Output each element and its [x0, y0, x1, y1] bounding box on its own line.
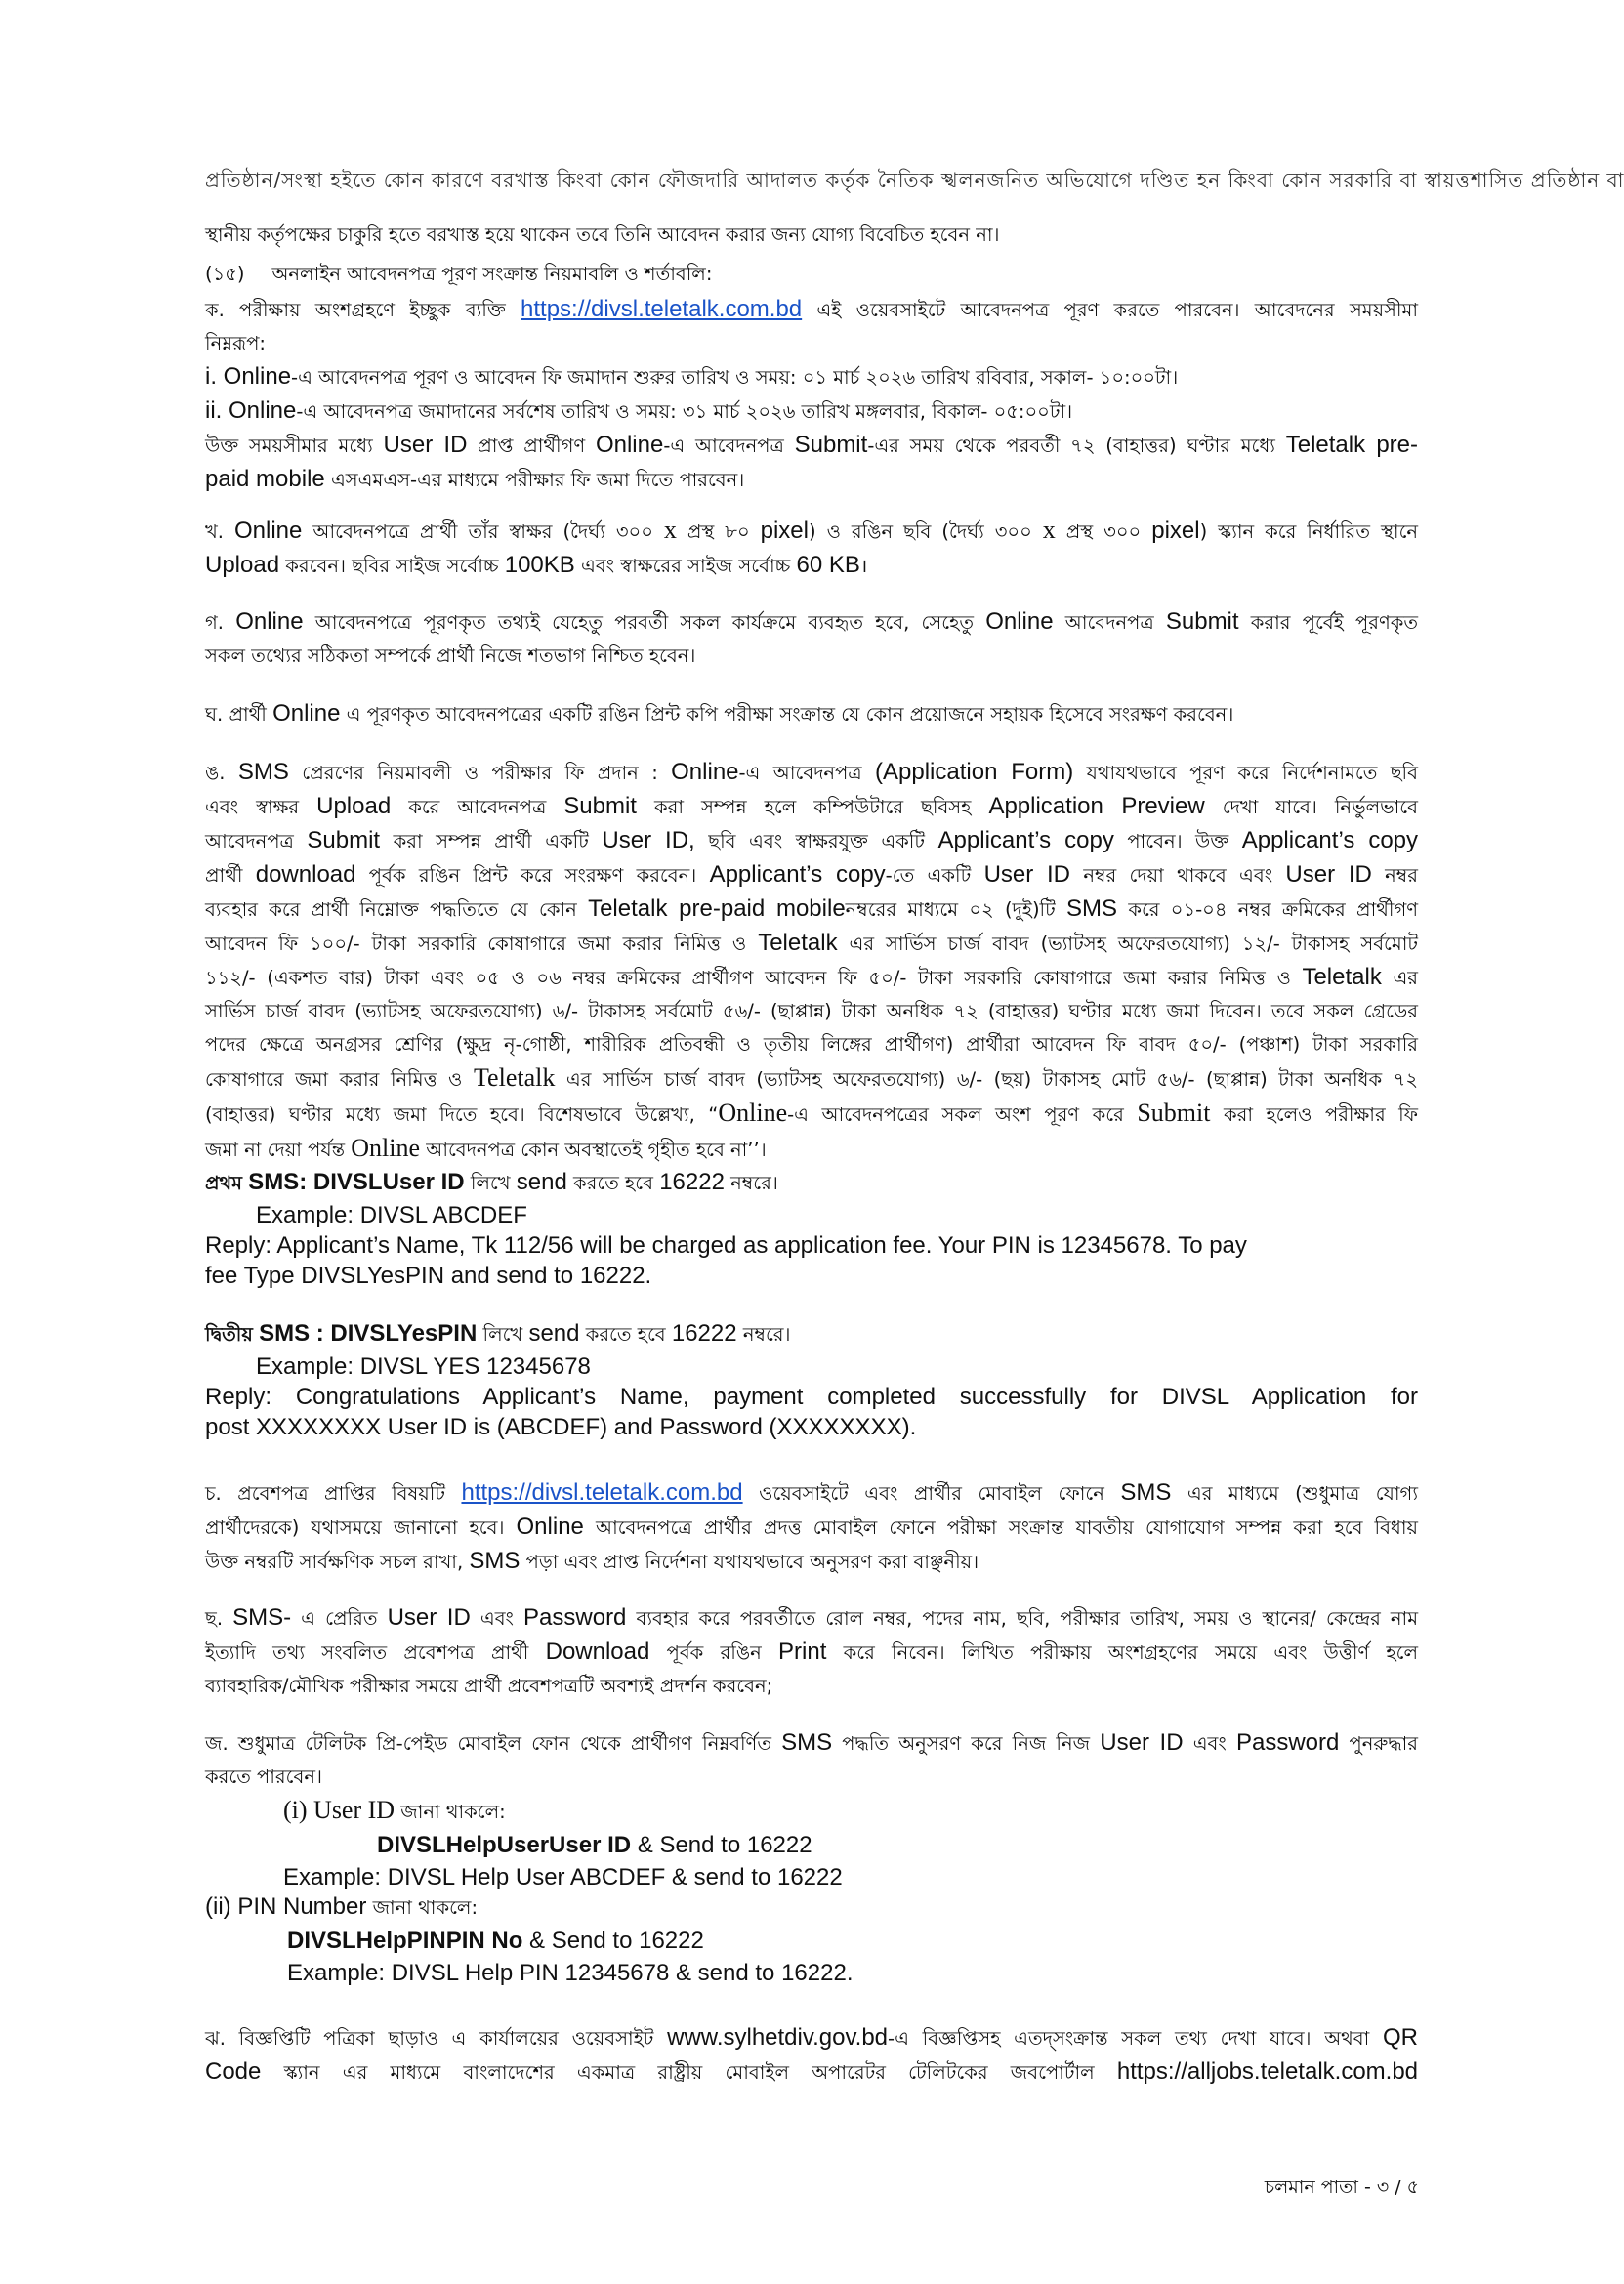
sms-instruction-2: দ্বিতীয় SMS : DIVSLYesPIN লিখে send করতে হবে 16222 নম্বরে। Example: DIVSL YES 12345678 Reply: Congratulations Applicant’s Name, payment completed successfully for DIVSL Application for post XXXXXXXX User ID is (ABCDEF) and Password (XXXXXXXX). [205, 1320, 1418, 1440]
sms2-example: Example: DIVSL YES 12345678 [256, 1353, 591, 1380]
cut-off-line: প্রতিষ্ঠান/সংস্থা হইতে কোন কারণে বরখাস্ত কিংবা কোন ফৌজদারি আদালত কর্তৃক নৈতিক স্খলনজনিত অভিযোগে দণ্ডিত হন কিংবা কোন সরকারি বা স্বায়ত্তশাসিত প্রতিষ্ঠান বা [205, 168, 1624, 191]
para-uma: ঙ. SMS প্রেরণের নিয়মাবলী ও পরীক্ষার ফি প্রদান : Online-এ আবেদনপত্র (Application Form) যথাযথভাবে পূরণ করে নির্দেশনামতে ছবি এবং স্বাক্ষর Upload করে আবেদনপত্র Submit করা সম্পন্ন হলে কম্পিউটারে ছবিসহ Application Preview দেখা যাবে। নির্ভুলভাবে আবেদনপত্র Submit করা সম্পন্ন প্রার্থী একটি User ID, ছবি এবং স্বাক্ষরযুক্ত একটি Applicant’s copy পাবেন। উক্ত Applicant’s copy প্রার্থী download পূর্বক রঙিন প্রিন্ট করে সংরক্ষণ করবেন। Applicant’s copy-তে একটি User ID নম্বর দেয়া থাকবে এবং User ID নম্বর ব্যবহার করে প্রার্থী নিম্নোক্ত পদ্ধতিতে যে কোন Teletalk pre-paid mobileনম্বরের মাধ্যমে ০২ (দুই)টি SMS করে ০১-০৪ নম্বর ক্রমিকের প্রার্থীগণ আবেদন ফি ১০০/- টাকা সরকারি কোষাগারে জমা করার নিমিত্ত ও Teletalk এর সার্ভিস চার্জ বাবদ (ভ্যাটসহ অফেরতযোগ্য) ১২/- টাকাসহ সর্বমোট ১১২/- (একশত বার) টাকা এবং ০৫ ও ০৬ নম্বর ক্রমিকের প্রার্থীগণ আবেদন ফি ৫০/- টাকা সরকারি কোষাগারে জমা করার নিমিত্ত ও Teletalk এর সার্ভিস চার্জ বাবদ (ভ্যাটসহ অফেরতযোগ্য) ৬/- টাকাসহ সর্বমোট ৫৬/- (ছাপ্পান্ন) টাকা অনধিক ৭২ (বাহাত্তর) ঘণ্টার মধ্যে জমা দিবেন। তবে সকল গ্রেডের পদের ক্ষেত্রে অনগ্রসর শ্রেণির (ক্ষুদ্র নৃ-গোষ্ঠী, শারীরিক প্রতিবন্ধী ও তৃতীয় লিঙ্গের প্রার্থীগণ) প্রার্থীরা আবেদন ফি বাবদ ৫০/- (পঞ্চাশ) টাকা সরকারি কোষাগারে জমা করার নিমিত্ত ও Teletalk এর সার্ভিস চার্জ বাবদ (ভ্যাটসহ অফেরতযোগ্য) ৬/- (ছয়) টাকাসহ মোট ৫৬/- (ছাপ্পান্ন) টাকা অনধিক ৭২ (বাহাত্তর) ঘণ্টার মধ্যে জমা দিতে হবে। বিশেষভাবে উল্লেখ্য, “Online-এ আবেদনপত্রের সকল অংশ পূরণ করে Submit করা হলেও পরীক্ষার ফি জমা না দেয়া পর্যন্ত Online আবেদনপত্র কোন অবস্থাতেই গৃহীত হবে না’’। [205, 759, 1419, 1162]
intro-paragraph: স্থানীয় কর্তৃপক্ষের চাকুরি হতে বরখাস্ত হয়ে থাকেন তবে তিনি আবেদন করার জন্য যোগ্য বিবেচিত হবেন না। [205, 224, 1000, 246]
para-ga: গ. Online আবেদনপত্রে পূরণকৃত তথ্যই যেহেতু পরবর্তী সকল কার্যক্রমে ব্যবহৃত হবে, সেহেতু Online আবেদনপত্র Submit করার পূর্বেই পূরণকৃত সকল তথ্যের সঠিকতা সম্পর্কে প্রার্থী নিজে শতভাগ নিশ্চিত হবেন। [205, 608, 1419, 667]
para-jha: ঝ. বিজ্ঞপ্তিটি পত্রিকা ছাড়াও এ কার্যালয়ের ওয়েবসাইট www.sylhetdiv.gov.bd-এ বিজ্ঞপ্তিসহ এতদ্সংক্রান্ত সকল তথ্য দেখা যাবে। অথবা QR Code স্ক্যান এর মাধ্যমে বাংলাদেশের একমাত্র রাষ্ট্রীয় মোবাইল অপারেটর টেলিটকের জবপোর্টাল https://alljobs.teletalk.com.bd [205, 2024, 1419, 2085]
para-ka: ক. পরীক্ষায় অংশগ্রহণে ইচ্ছুক ব্যক্তি https://divsl.teletalk.com.bd এই ওয়েবসাইটে আবেদনপত্র পূরণ করতে পারবেন। আবেদনের সময়সীমা নিম্নরূপ: i. Online-এ আবেদনপত্র পূরণ ও আবেদন ফি জমাদান শুরুর তারিখ ও সময়: ০১ মার্চ ২০২৬ তারিখ রবিবার, সকাল- ১০:০০টা। ii. Online-এ আবেদনপত্র জমাদানের সর্বশেষ তারিখ ও সময়: ৩১ মার্চ ২০২৬ তারিখ মঙ্গলবার, বিকাল- ০৫:০০টা। উক্ত সময়সীমার মধ্যে User ID প্রাপ্ত প্রার্থীগণ Online-এ আবেদনপত্র Submit-এর সময় থেকে পরবর্তী ৭২ (বাহাত্তর) ঘণ্টার মধ্যে Teletalk pre- paid mobile এসএমএস-এর মাধ্যমে পরীক্ষার ফি জমা দিতে পারবেন। [205, 296, 1418, 492]
teletalk-link-2[interactable]: https://divsl.teletalk.com.bd [461, 1479, 743, 1506]
para-ja: জ. শুধুমাত্র টেলিটক প্রি-পেইড মোবাইল ফোন থেকে প্রার্থীগণ নিম্নবর্ণিত SMS পদ্ধতি অনুসরণ করে নিজ নিজ User ID এবং Password পুনরুদ্ধার করতে পারবেন। (i) User ID জানা থাকলে: DIVSLHelpUserUser ID & Send to 16222 Example: DIVSL Help User ABCDEF & send to 16222 [205, 1729, 1419, 1890]
sms-instruction-1: প্রথম SMS: DIVSLUser ID লিখে send করতে হবে 16222 নম্বরে। Example: DIVSL ABCDEF Reply: Applicant’s Name, Tk 112/56 will be charged as application fee. Your PIN is 12345678. To pay fee Type DIVSLYesPIN and send to 16222. [205, 1166, 1418, 1291]
para-chha: ছ. SMS- এ প্রেরিত User ID এবং Password ব্যবহার করে পরবর্তীতে রোল নম্বর, পদের নাম, ছবি, পরীক্ষার তারিখ, সময় ও স্থানের/ কেন্দ্রের নাম ইত্যাদি তথ্য সংবলিত প্রবেশপত্র প্রার্থী Download পূর্বক রঙিন Print করে নিবেন। লিখিত পরীক্ষায় অংশগ্রহণের সময়ে এবং উত্তীর্ণ হলে ব্যাবহারিক/মৌখিক পরীক্ষার সময়ে প্রার্থী প্রবেশপত্রটি অবশ্যই প্রদর্শন করবেন; [205, 1604, 1419, 1697]
sms1-example: Example: DIVSL ABCDEF [256, 1202, 527, 1228]
sms2-reply: Reply: Congratulations Applicant’s Name, payment completed successfully for DIVSL Application for [205, 1384, 1418, 1410]
para-ja-pin: (ii) PIN Number জানা থাকলে: DIVSLHelpPINPIN No & Send to 16222 Example: DIVSL Help PIN 12345678 & send to 16222. [205, 1893, 854, 1986]
para-gha: ঘ. প্রার্থী Online এ পূরণকৃত আবেদনপত্রের একটি রঙিন প্রিন্ট কপি পরীক্ষা সংক্রান্ত যে কোন প্রয়োজনে সহায়ক হিসেবে সংরক্ষণ করবেন। [205, 700, 1234, 727]
page-footer: চলমান পাতা - ৩ / ৫ [1264, 2177, 1419, 2198]
sms1-reply: Reply: Applicant’s Name, Tk 112/56 will be charged as application fee. Your PIN is 12345678. To pay [205, 1232, 1247, 1259]
section-number: (১৫) [205, 263, 245, 285]
para-cha: চ. প্রবেশপত্র প্রাপ্তির বিষয়টি https://divsl.teletalk.com.bd ওয়েবসাইটে এবং প্রার্থীর মোবাইল ফোনে SMS এর মাধ্যমে (শুধুমাত্র যোগ্য প্রার্থীদেরকে) যথাসময়ে জানানো হবে। Online আবেদনপত্রে প্রার্থীর প্রদত্ত মোবাইল ফোনে পরীক্ষা সংক্রান্ত যাবতীয় যোগাযোগ সম্পন্ন করা হবে বিধায় উক্ত নম্বরটি সার্বক্ষণিক সচল রাখা, SMS পড়া এবং প্রাপ্ত নির্দেশনা যথাযথভাবে অনুসরণ করা বাঞ্ছনীয়। [205, 1479, 1418, 1574]
section-15-heading [205, 258, 1418, 291]
section-title: অনলাইন আবেদনপত্র পূরণ সংক্রান্ত নিয়মাবলি ও শর্তাবলি: [271, 263, 713, 285]
teletalk-link[interactable]: https://divsl.teletalk.com.bd [521, 296, 803, 322]
para-kha: খ. Online আবেদনপত্রে প্রার্থী তাঁর স্বাক্ষর (দৈর্ঘ্য ৩০০ x প্রস্থ ৮০ pixel) ও রঙিন ছবি (দৈর্ঘ্য ৩০০ x প্রস্থ ৩০০ pixel) স্ক্যান করে নির্ধারিত স্থানে Upload করবেন। ছবির সাইজ সর্বোচ্চ 100KB এবং স্বাক্ষরের সাইজ সর্বোচ্চ 60 KB। [205, 516, 1419, 578]
